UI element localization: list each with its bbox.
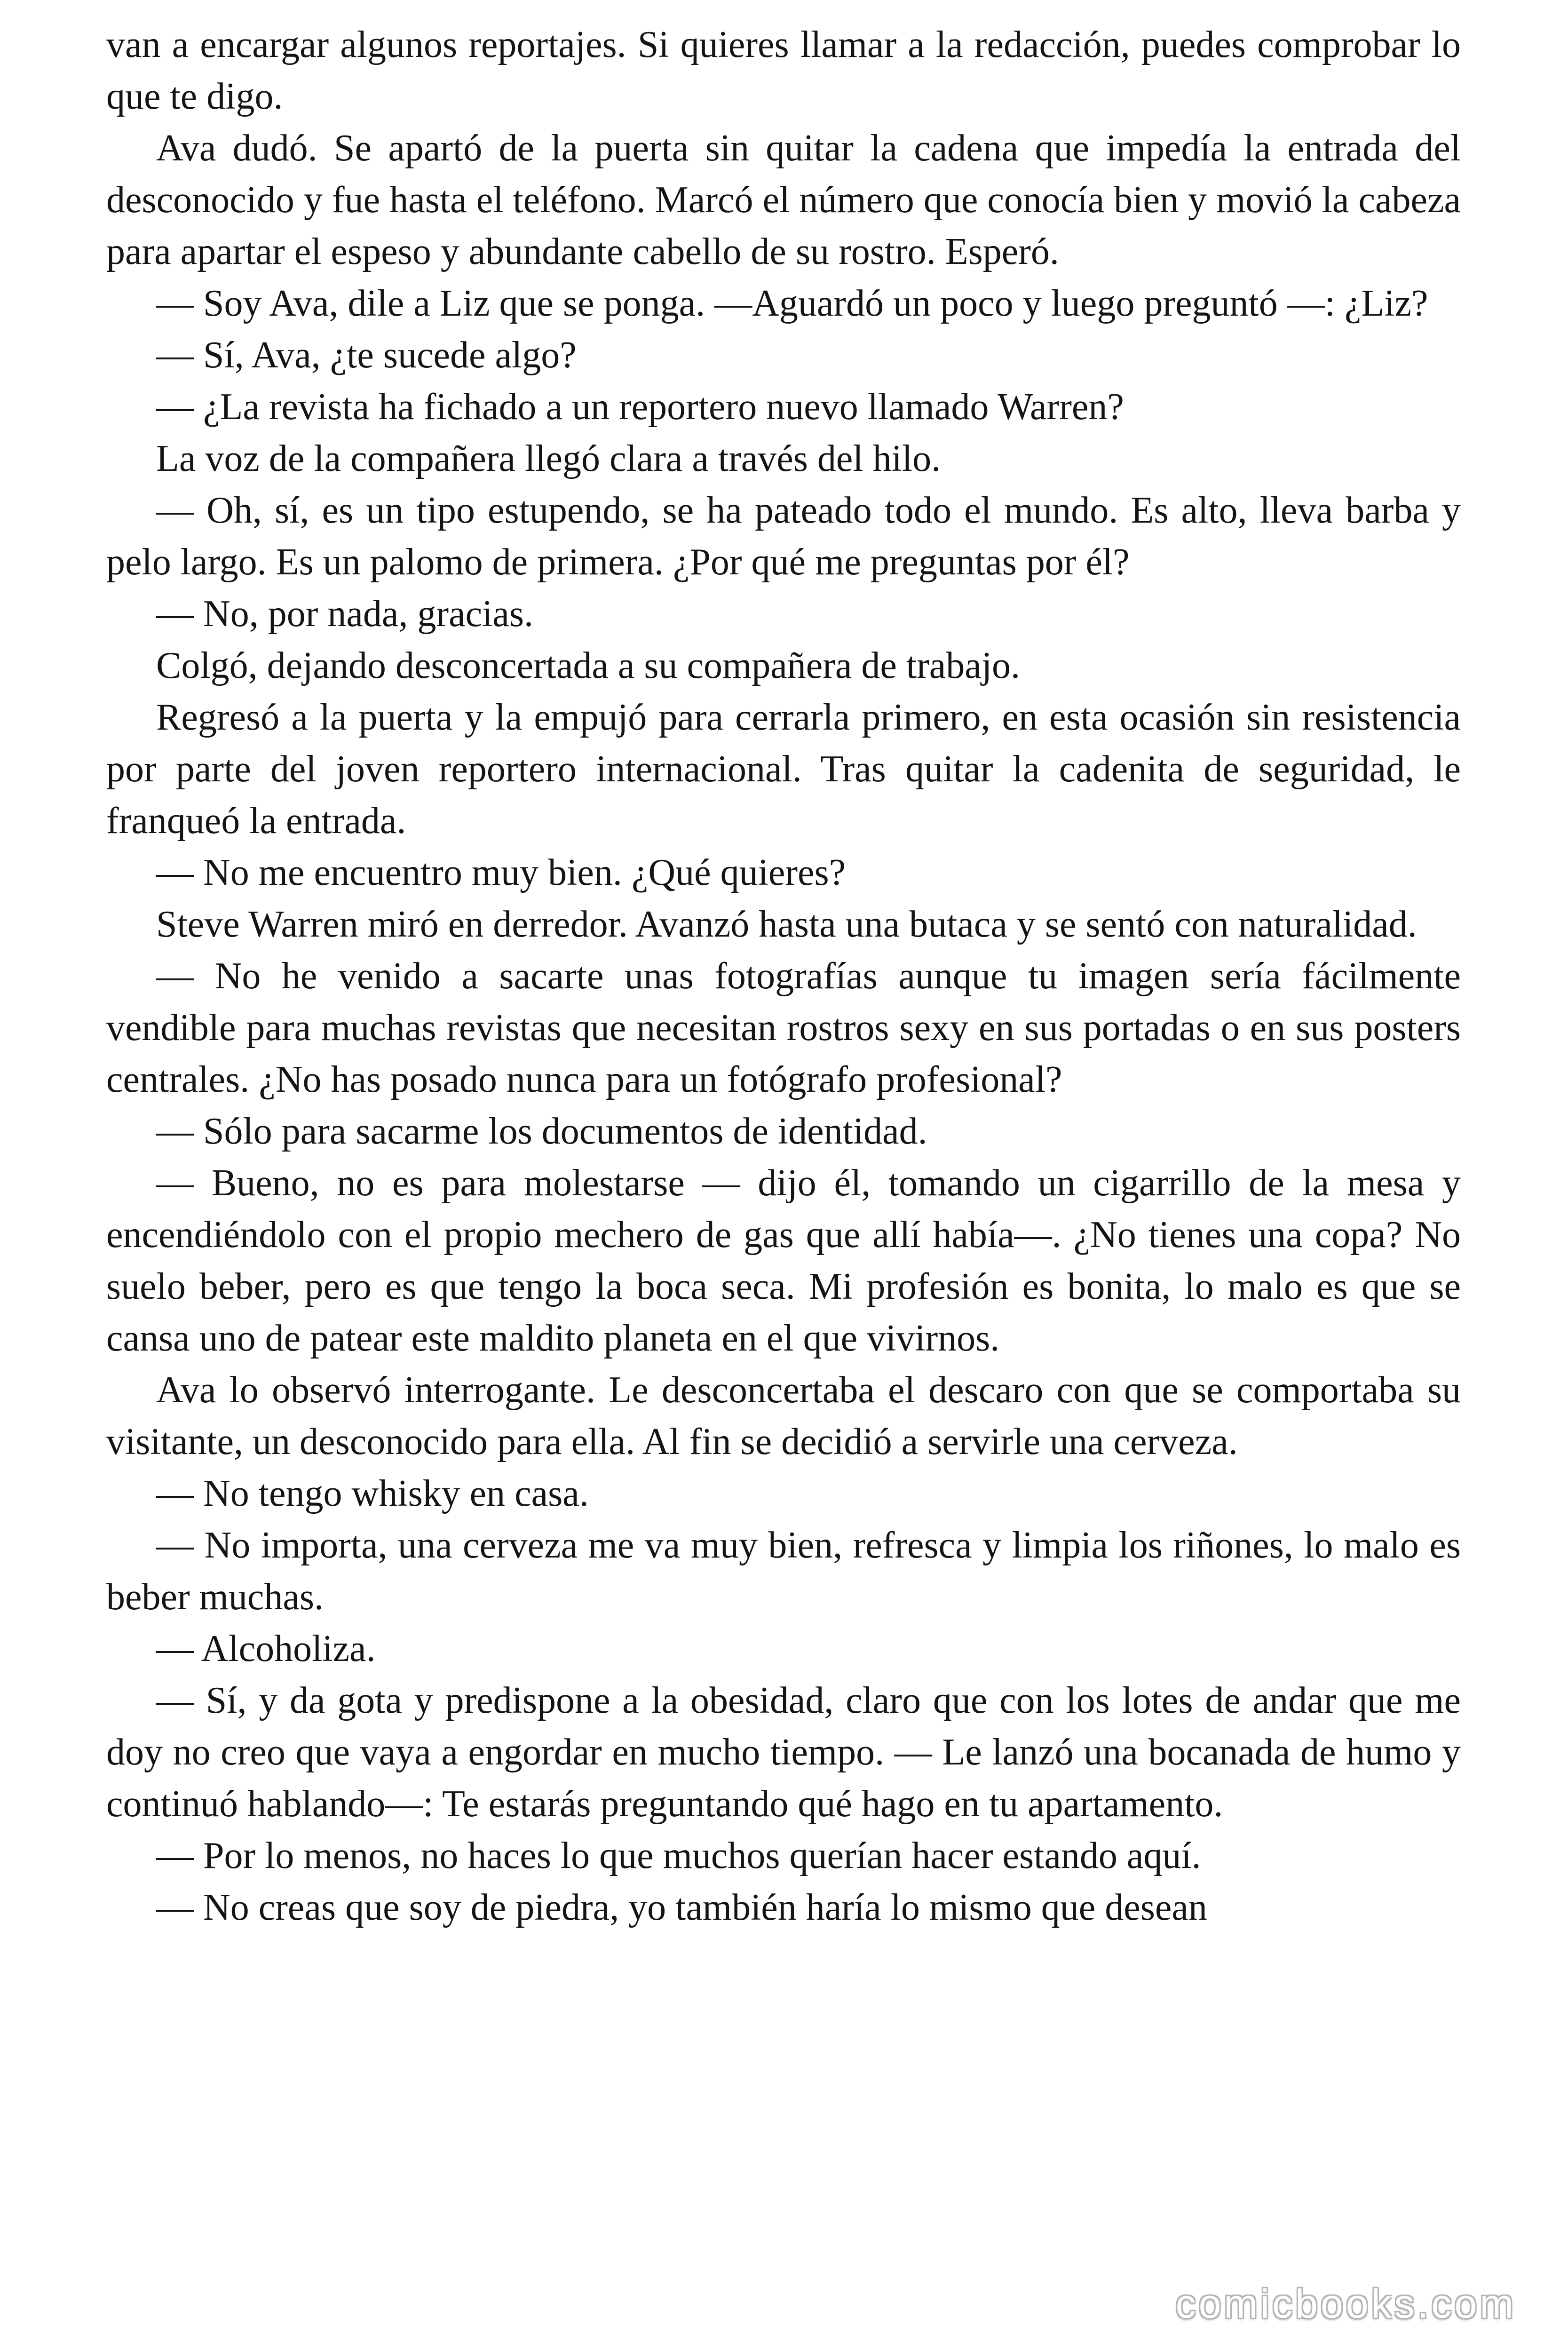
paragraph-15: — Bueno, no es para molestarse — dijo él, tomando un cigarrillo de la mesa y encendiéndolo con el propio mechero de gas que allí había—. ¿No tienes una copa? No suelo beber, pero es que tengo la boca seca. Mi profesión es bonita, lo malo es que se cansa uno de patear este maldito planeta en el que vivirnos.: [106, 1162, 1461, 1359]
paragraph-5: — ¿La revista ha fichado a un reportero nuevo llamado Warren?: [156, 386, 1124, 428]
paragraph-13: — No he venido a sacarte unas fotografías aunque tu imagen sería fácilmente vendible para muchas revistas que necesitan rostros sexy en sus portadas o en sus posters centrales. ¿No has posado nunca para un fotógrafo profesional?: [106, 955, 1461, 1100]
paragraph-12: Steve Warren miró en derredor. Avanzó hasta una butaca y se sentó con naturalidad.: [156, 904, 1417, 945]
page-text: [106, 19, 1461, 1933]
paragraph-3: — Soy Ava, dile a Liz que se ponga. —Aguardó un poco y luego preguntó —: ¿Liz?: [156, 283, 1428, 324]
paragraph-8: — No, por nada, gracias.: [156, 593, 533, 635]
paragraph-14: — Sólo para sacarme los documentos de identidad.: [156, 1111, 927, 1152]
paragraph-22: — No creas que soy de piedra, yo también haría lo mismo que desean: [156, 1887, 1207, 1928]
paragraph-16: Ava lo observó interrogante. Le desconcertaba el descaro con que se comportaba su visitante, un desconocido para ella. Al fin se decidió a servirle una cerveza.: [106, 1369, 1461, 1462]
paragraph-19: — Alcoholiza.: [156, 1628, 376, 1669]
paragraph-10: Regresó a la puerta y la empujó para cerrarla primero, en esta ocasión sin resistencia por parte del joven reportero internacional. Tras quitar la cadenita de seguridad, le franqueó la entrada.: [106, 697, 1461, 842]
paragraph-4: — Sí, Ava, ¿te sucede algo?: [156, 334, 577, 376]
paragraph-20: — Sí, y da gota y predispone a la obesidad, claro que con los lotes de andar que me doy no creo que vaya a engordar en mucho tiempo. — Le lanzó una bocanada de humo y continuó hablando—: Te estarás preguntando qué hago en tu apartamento.: [106, 1680, 1461, 1825]
paragraph-11: — No me encuentro muy bien. ¿Qué quieres?: [156, 852, 846, 893]
paragraph-17: — No tengo whisky en casa.: [156, 1473, 589, 1514]
paragraph-6: La voz de la compañera llegó clara a través del hilo.: [156, 438, 941, 479]
watermark: comicbooks.com: [1175, 2281, 1516, 2327]
paragraph-1: van a encargar algunos reportajes. Si quieres llamar a la redacción, puedes comprobar lo que te digo.: [106, 24, 1461, 117]
paragraph-2: Ava dudó. Se apartó de la puerta sin quitar la cadena que impedía la entrada del desconocido y fue hasta el teléfono. Marcó el número que conocía bien y movió la cabeza para apartar el espeso y abundante cabello de su rostro. Esperó.: [106, 127, 1461, 272]
paragraph-9: Colgó, dejando desconcertada a su compañera de trabajo.: [156, 645, 1021, 686]
paragraph-7: — Oh, sí, es un tipo estupendo, se ha pateado todo el mundo. Es alto, lleva barba y pelo largo. Es un palomo de primera. ¿Por qué me preguntas por él?: [106, 490, 1461, 583]
paragraph-18: — No importa, una cerveza me va muy bien, refresca y limpia los riñones, lo malo es beber muchas.: [106, 1525, 1461, 1618]
paragraph-21: — Por lo menos, no haces lo que muchos querían hacer estando aquí.: [156, 1835, 1201, 1876]
